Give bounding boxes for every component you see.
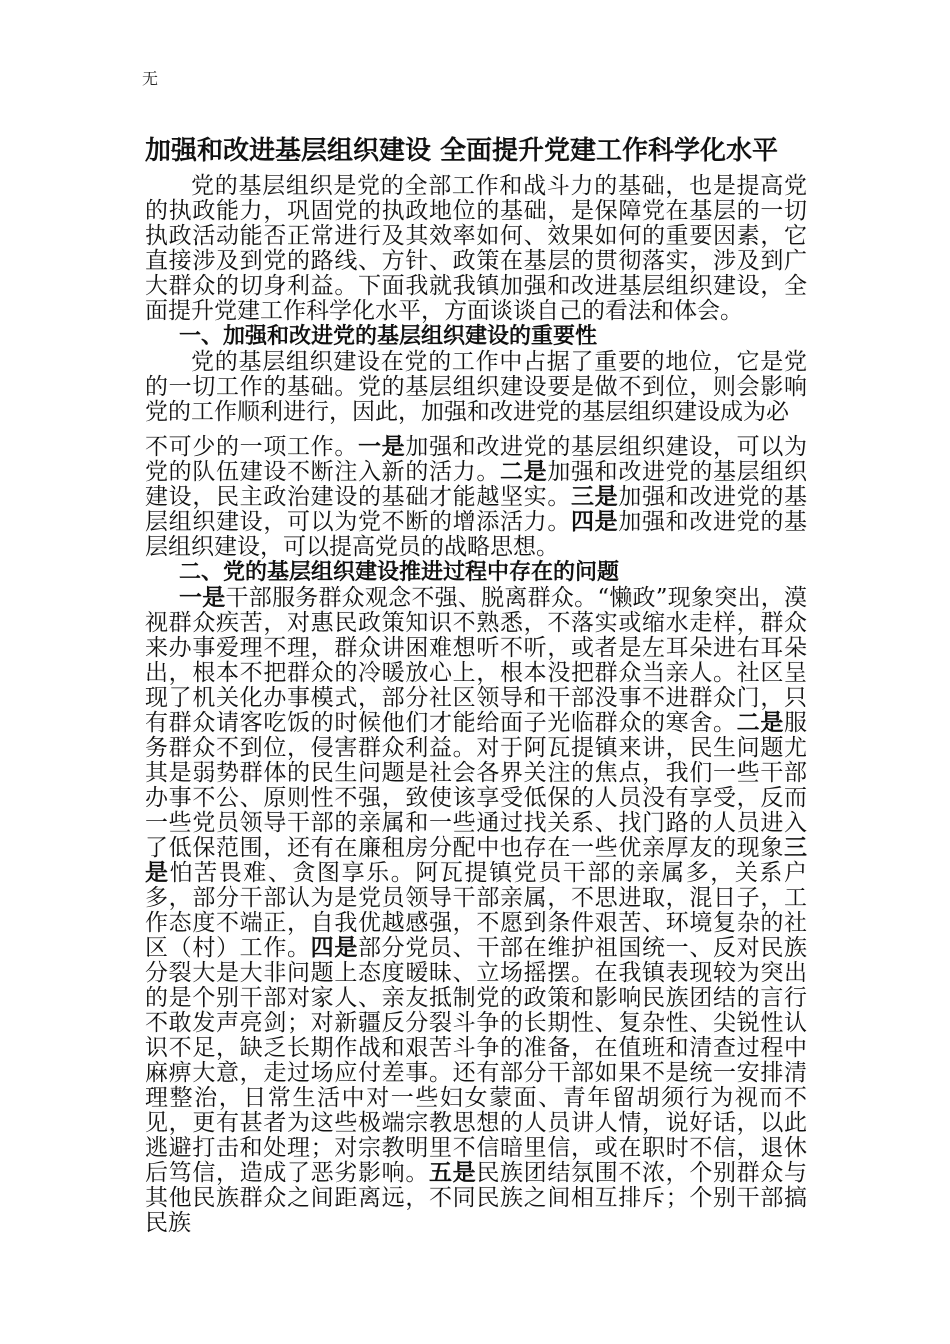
document-title: 加强和改进基层组织建设 全面提升党建工作科学化水平 bbox=[145, 136, 779, 166]
section-1-heading: 一、加强和改进党的基层组织建设的重要性 bbox=[179, 324, 598, 349]
point-3-text: 加强和改进党的基层组织建设，可以为党不断的增添活力。 bbox=[145, 484, 808, 535]
problem-2-keyword: 二是 bbox=[736, 710, 785, 736]
problem-3-keyword: 三是 bbox=[145, 835, 807, 886]
problem-5-text: 民族团结氛围不浓，个别群众与其他民族群众之间距离远，不同民族之间相互排斥；个别干部搞民族 bbox=[145, 1160, 808, 1236]
problem-4-keyword: 四是 bbox=[310, 935, 359, 961]
problem-4-text: 部分党员、干部在维护祖国统一、反对民族分裂大是大非问题上态度暧昧、立场摇摆。在我镇表现较为突出的是个别干部对家人、亲友抵制党的政策和影响民族团结的言行不敢发声亮剑；对新疆反分裂斗争的长期性、复杂性、尖锐性认识不足，缺乏长期作战和艰苦斗争的准备，在值班和清查过程中麻痹大意，走过场应付差事。还有部分干部如果不是统一安排清理整治，日常生活中对一些妇女蒙面、青年留胡须行为视而不见，更有甚者为这些极端宗教思想的人员讲人情，说好话，以此逃避打击和处理；对宗教明里不信暗里信，或在职时不信，退休后笃信，造成了恶劣影响。 bbox=[145, 935, 808, 1186]
point-4-text: 加强和改进党的基层组织建设，可以提高党员的战略思想。 bbox=[145, 509, 808, 560]
section-1-points bbox=[145, 435, 807, 560]
point-4-keyword: 四是 bbox=[571, 509, 619, 535]
page-header: 无 bbox=[142, 69, 159, 88]
intro-paragraph: 党的基层组织是党的全部工作和战斗力的基础，也是提高党的执政能力，巩固党的执政地位的基础，是保障党在基层的一切执政活动能否正常进行及其效率如何、效果如何的重要因素，它直接涉及到党的路线、方针、政策在基层的贯彻落实，涉及到广大群众的切身利益。下面我就我镇加强和改进基层组织建设，全面提升党建工作科学化水平，方面谈谈自己的看法和体会。 bbox=[145, 173, 807, 324]
problem-3-text: 怕苦畏难、贪图享乐。阿瓦提镇党员干部的亲属多，关系户多，部分干部认为是党员领导干部亲属，不思进取，混日子，工作态度不端正，自我优越感强，不愿到条件艰苦、环境复杂的社区（村）工作。 bbox=[145, 860, 808, 961]
point-2-text: 加强和改进党的基层组织建设，民主政治建设的基础才能越坚实。 bbox=[145, 459, 808, 510]
point-2-keyword: 二是 bbox=[500, 459, 548, 485]
section-1-text: 党的基层组织建设在党的工作中占据了重要的地位，它是党的一切工作的基础。党的基层组织建设要是做不到位，则会影响党的工作顺利进行，因此，加强和改进党的基层组织建设成为必 bbox=[145, 349, 807, 425]
section-1-text-cont: 不可少的一项工作。 bbox=[145, 434, 358, 460]
point-3-keyword: 三是 bbox=[571, 484, 619, 510]
point-1-text: 加强和改进党的基层组织建设，可以为党的队伍建设不断注入新的活力。 bbox=[145, 434, 808, 485]
problem-1-keyword: 一是 bbox=[179, 585, 226, 611]
problem-1-text: 干部服务群众观念不强、脱离群众。“懒政”现象突出，漠视群众疾苦，对惠民政策知识不熟悉，不落实或缩水走样，群众来办事爱理不理，群众讲困难想听不听，或者是左耳朵进右耳朵出，根本不把群众的冷暖放心上，根本没把群众当亲人。社区呈现了机关化办事模式，部分社区领导和干部没事不进群众门，只有群众请客吃饭的时候他们才能给面子光临群众的寒舍。 bbox=[145, 585, 807, 736]
problem-2-text: 服务群众不到位，侵害群众利益。对于阿瓦提镇来讲，民生问题尤其是弱势群体的民生问题是社会各界关注的焦点，我们一些干部办事不公、原则性不强，致使该享受低保的人员没有享受，反而一些党员领导干部的亲属和一些通过找关系、找门路的人员进入了低保范围，还有在廉租房分配中也存在一些优亲厚友的现象 bbox=[145, 710, 808, 861]
point-1-keyword: 一是 bbox=[358, 434, 406, 460]
document-body bbox=[145, 174, 807, 1236]
section-2-paragraph bbox=[145, 586, 807, 1236]
section-2-heading: 二、党的基层组织建设推进过程中存在的问题 bbox=[179, 560, 620, 585]
section-1-paragraph bbox=[145, 350, 807, 425]
problem-5-keyword: 五是 bbox=[429, 1160, 477, 1186]
